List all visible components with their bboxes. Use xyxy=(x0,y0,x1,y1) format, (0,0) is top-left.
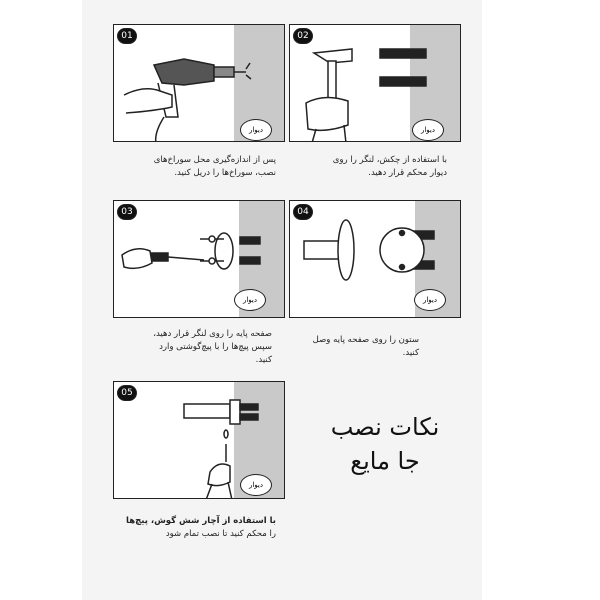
wall-label-bubble: دیوار xyxy=(240,474,272,496)
caption-line: دیوار محکم قرار دهید. xyxy=(368,168,447,178)
step-4-caption xyxy=(247,334,419,360)
wall-label-bubble: دیوار xyxy=(414,289,446,311)
page-title xyxy=(315,410,455,478)
step-number-badge: 01 xyxy=(117,28,137,44)
step-2-caption xyxy=(275,154,447,180)
step-number-badge: 05 xyxy=(117,385,137,401)
caption-line: سپس پیچ‌ها را با پیچ‌گوشتی وارد xyxy=(159,342,272,352)
caption-line: نصب، سوراخ‌ها را دریل کنید. xyxy=(174,168,276,178)
step-1-caption xyxy=(104,154,276,180)
wall-label-bubble: دیوار xyxy=(234,289,266,311)
step-1-panel xyxy=(113,24,285,142)
caption-line: کنید. xyxy=(402,348,419,358)
wall-label-bubble: دیوار xyxy=(412,119,444,141)
wall-label-bubble: دیوار xyxy=(240,119,272,141)
step-number-badge: 03 xyxy=(117,204,137,220)
step-2-panel xyxy=(289,24,461,142)
title-line-2: جا مایع xyxy=(350,447,420,475)
caption-line: صفحه پایه را روی لنگر قرار دهید، xyxy=(153,329,272,339)
step-3-panel xyxy=(113,200,285,318)
step-4-panel xyxy=(289,200,461,318)
caption-line: پس از اندازه‌گیری محل سوراخ‌های xyxy=(153,155,276,165)
step-number-badge: 04 xyxy=(293,204,313,220)
caption-line: کنید. xyxy=(255,355,272,365)
caption-line: با استفاده از آچار شش گوش، پیچ‌ها xyxy=(126,516,276,526)
title-line-1: نکات نصب xyxy=(330,413,440,441)
step-5-caption xyxy=(104,515,276,541)
caption-line: با استفاده از چکش، لنگر را روی xyxy=(332,155,447,165)
caption-line: را محکم کنید تا نصب تمام شود xyxy=(165,529,276,539)
step-5-panel xyxy=(113,381,285,499)
step-number-badge: 02 xyxy=(293,28,313,44)
caption-line: ستون را روی صفحه پایه وصل xyxy=(312,335,419,345)
